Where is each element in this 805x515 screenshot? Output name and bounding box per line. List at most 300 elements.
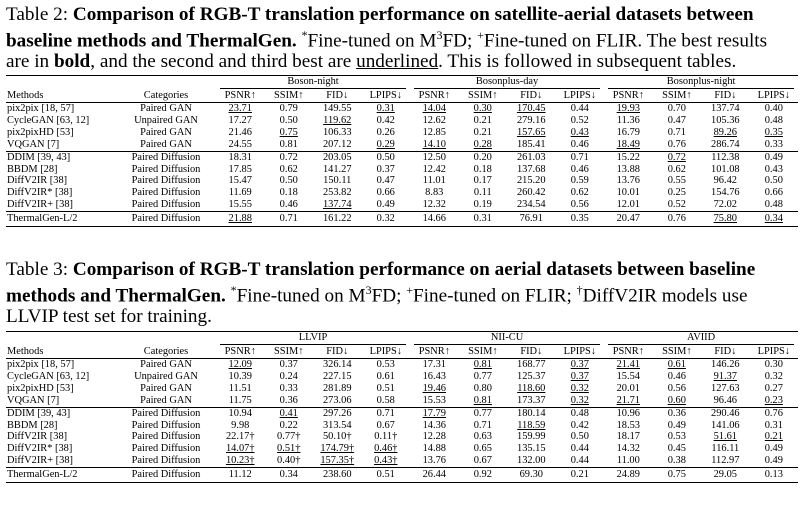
metric-value: 0.43† xyxy=(374,455,398,467)
metric-value: 0.81 xyxy=(279,138,298,150)
metric-value: 0.75 xyxy=(279,126,298,138)
method-name: VQGAN [7] xyxy=(7,138,60,150)
metric-value: 0.76 xyxy=(750,407,799,419)
metric-value: 76.91 xyxy=(507,212,556,227)
method-name: DiffV2IR+ [38] xyxy=(7,455,73,467)
categories-header-blank xyxy=(116,76,216,90)
metric-value: 0.30 xyxy=(764,359,783,371)
metric-header: FID↓ xyxy=(701,89,750,103)
metric-value: 0.49 xyxy=(764,455,783,467)
metric-value: 105.36 xyxy=(711,114,740,126)
method-category: Paired Diffusion xyxy=(131,455,201,467)
metric-value: 170.45 xyxy=(516,103,546,115)
method-name: ThermalGen-L/2 xyxy=(6,212,116,227)
metric-value: 0.50 xyxy=(362,151,411,163)
method-category: Paired Diffusion xyxy=(116,407,216,419)
header-row-datasets xyxy=(6,76,798,90)
metric-value: 14.32 xyxy=(616,443,640,455)
metric-value: 0.21 xyxy=(764,431,783,443)
metric-value: 0.71 xyxy=(556,151,605,163)
metric-value: 17.27 xyxy=(228,114,252,126)
metric-value: 326.14 xyxy=(322,359,352,371)
metric-value: 0.37 xyxy=(570,359,589,371)
metric-value: 0.92 xyxy=(459,468,508,483)
metric-header: LPIPS↓ xyxy=(362,345,411,359)
method-name: CycleGAN [63, 12] xyxy=(7,370,90,382)
method-category: Paired Diffusion xyxy=(131,419,201,431)
metric-value: 141.06 xyxy=(711,419,740,431)
metric-value: 0.72 xyxy=(653,151,702,163)
method-name: BBDM [28] xyxy=(7,419,58,431)
caption-line-2: methods and ThermalGen. *Fine-tuned on $M^3FD$; +Fine-tuned on FLIR; †DiffV2IR models use xyxy=(6,283,748,307)
metric-value: 0.32 xyxy=(570,382,589,394)
metric-value: 0.52 xyxy=(667,199,686,211)
table-2-caption xyxy=(6,4,802,72)
metric-value: 157.35† xyxy=(320,455,355,467)
metric-value: 286.74 xyxy=(711,138,740,150)
method-name: DDIM [39, 43] xyxy=(6,407,116,419)
metric-value: 0.11 xyxy=(473,187,492,199)
table-2 xyxy=(6,75,798,227)
metric-header: LPIPS↓ xyxy=(750,345,799,359)
metric-value: 11.69 xyxy=(228,187,252,199)
metric-value: 0.22 xyxy=(279,419,298,431)
dataset-header-label: AVIID xyxy=(608,332,794,345)
method-category: Paired GAN xyxy=(140,126,192,138)
metric-header: SSIM↑ xyxy=(265,89,314,103)
metric-header: SSIM↑ xyxy=(459,89,508,103)
metric-value: 10.39 xyxy=(228,370,252,382)
metric-value: 0.53 xyxy=(376,359,395,371)
method-category: Paired Diffusion xyxy=(131,163,201,175)
metric-value: 0.66 xyxy=(376,187,395,199)
table-3 xyxy=(6,331,798,483)
metric-value: 137.74 xyxy=(711,103,740,115)
method-name: pix2pix [18, 57] xyxy=(7,103,75,115)
metric-value: 0.77 xyxy=(473,370,492,382)
metric-value: 0.56 xyxy=(667,382,686,394)
metric-value: 0.35 xyxy=(764,126,783,138)
metric-header: FID↓ xyxy=(507,89,556,103)
metric-value: 0.46 xyxy=(570,138,589,150)
metric-value: 132.00 xyxy=(517,455,546,467)
metric-value: 127.63 xyxy=(711,382,740,394)
metric-value: 203.05 xyxy=(313,151,362,163)
metric-value: 0.19 xyxy=(473,199,492,211)
method-category: Paired Diffusion xyxy=(131,443,201,455)
metric-value: 21.41 xyxy=(616,359,640,371)
metric-value: 0.71 xyxy=(265,212,314,227)
dataset-header xyxy=(604,76,798,90)
metric-value: 0.36 xyxy=(653,407,702,419)
metric-value: 0.50 xyxy=(570,431,589,443)
caption-line-1: Table 3: Comparison of RGB-T translation performance on aerial datasets between baseline xyxy=(6,259,756,280)
method-category: Unpaired GAN xyxy=(134,370,198,382)
table-row xyxy=(6,115,798,127)
metric-value: 11.75 xyxy=(228,394,252,406)
method-category: Unpaired GAN xyxy=(134,114,198,126)
metric-value: 0.11† xyxy=(374,431,398,443)
metric-value: 0.75 xyxy=(653,468,702,483)
table-row xyxy=(6,163,798,175)
metric-value: 0.43 xyxy=(570,126,589,138)
methods-header-blank xyxy=(6,332,116,346)
metric-value: 0.62 xyxy=(570,187,589,199)
metric-value: 14.66 xyxy=(410,212,459,227)
metric-value: 180.14 xyxy=(507,407,556,419)
method-category: Paired Diffusion xyxy=(131,187,201,199)
metric-value: 11.01 xyxy=(422,175,446,187)
metric-value: 11.00 xyxy=(616,455,640,467)
method-name: ThermalGen-L/2 xyxy=(6,468,116,483)
caption-line-1: Table 2: Comparison of RGB-T translation performance on satellite-aerial datasets between xyxy=(6,4,754,25)
table-row xyxy=(6,468,798,483)
metric-value: 14.04 xyxy=(422,103,446,115)
method-name: pix2pixHD [53] xyxy=(7,126,74,138)
metric-value: 227.15 xyxy=(322,370,352,382)
metric-value: 0.58 xyxy=(376,394,395,406)
metric-value: 234.54 xyxy=(516,199,546,211)
metric-value: 125.37 xyxy=(517,370,546,382)
metric-value: 159.99 xyxy=(517,431,546,443)
metric-value: 279.16 xyxy=(516,114,546,126)
metric-value: 0.50 xyxy=(764,175,783,187)
metric-value: 0.79 xyxy=(279,103,298,115)
metric-value: 17.31 xyxy=(422,359,446,371)
metric-value: 0.28 xyxy=(473,138,492,150)
metric-value: 0.48 xyxy=(764,199,783,211)
caption-line-3: are in bold, and the second and third best are underlined. This is followed in subsequent tables. xyxy=(6,51,737,73)
metric-value: 0.51 xyxy=(362,468,411,483)
metric-value: 154.76 xyxy=(711,187,740,199)
dataset-header xyxy=(216,76,410,90)
metric-value: 116.11 xyxy=(711,443,740,455)
metric-value: 0.26 xyxy=(376,126,395,138)
metric-value: 0.49 xyxy=(764,443,783,455)
methods-header: Methods xyxy=(6,345,116,359)
metric-value: 15.55 xyxy=(228,199,252,211)
table-row xyxy=(6,359,798,371)
metric-value: 29.05 xyxy=(701,468,750,483)
metric-value: 12.32 xyxy=(422,199,446,211)
metric-header: PSNR↑ xyxy=(216,345,265,359)
metric-value: 10.96 xyxy=(604,407,653,419)
metric-value: 112.38 xyxy=(701,151,750,163)
metric-header: PSNR↑ xyxy=(604,89,653,103)
metric-value: 0.33 xyxy=(764,138,783,150)
metric-value: 13.76 xyxy=(422,455,446,467)
metric-value: 260.42 xyxy=(516,187,546,199)
metric-value: 0.44 xyxy=(570,455,589,467)
dataset-header-label: LLVIP xyxy=(220,332,406,345)
method-category: Paired Diffusion xyxy=(116,151,216,163)
metric-value: 137.74 xyxy=(322,199,352,211)
metric-value: 14.10 xyxy=(422,138,446,150)
metric-value: 0.66 xyxy=(764,187,783,199)
metric-header: FID↓ xyxy=(507,345,556,359)
metric-value: 146.26 xyxy=(711,359,740,371)
table-row xyxy=(6,187,798,199)
metric-value: 10.23† xyxy=(225,455,255,467)
metric-value: 0.67 xyxy=(473,455,492,467)
metric-value: 0.27 xyxy=(764,382,783,394)
metric-value: 19.46 xyxy=(422,382,446,394)
metric-value: 0.21 xyxy=(473,126,492,138)
metric-value: 0.71 xyxy=(362,407,411,419)
metric-value: 24.55 xyxy=(228,138,252,150)
metric-value: 0.46 xyxy=(570,163,589,175)
metric-value: 18.49 xyxy=(616,138,640,150)
metric-header: SSIM↑ xyxy=(265,345,314,359)
metric-value: 0.43 xyxy=(764,163,783,175)
metric-value: 72.02 xyxy=(713,199,737,211)
metric-value: 0.38 xyxy=(667,455,686,467)
metric-value: 281.89 xyxy=(322,382,352,394)
metric-value: 18.31 xyxy=(216,151,265,163)
metric-value: 106.33 xyxy=(322,126,352,138)
metric-value: 12.28 xyxy=(422,431,446,443)
metric-value: 0.17 xyxy=(473,175,492,187)
metric-value: 0.77† xyxy=(277,431,301,443)
method-name: DiffV2IR [38] xyxy=(7,175,68,187)
method-category: Paired GAN xyxy=(140,382,192,394)
metric-value: 185.41 xyxy=(516,138,546,150)
dataset-header xyxy=(216,332,410,346)
metric-value: 15.53 xyxy=(422,394,446,406)
metric-value: 0.59 xyxy=(570,175,589,187)
metric-value: 0.80 xyxy=(473,382,492,394)
metric-value: 149.55 xyxy=(322,103,352,115)
metric-value: 273.06 xyxy=(322,394,352,406)
metric-value: 0.50 xyxy=(279,114,298,126)
metric-value: 0.37 xyxy=(570,370,589,382)
metric-value: 0.32 xyxy=(570,394,589,406)
method-name: DiffV2IR* [38] xyxy=(7,443,73,455)
metric-value: 0.76 xyxy=(653,212,702,227)
metric-value: 0.49 xyxy=(667,419,686,431)
metric-value: 0.41 xyxy=(265,407,314,419)
metric-value: 0.67 xyxy=(376,419,395,431)
metric-value: 0.49 xyxy=(750,151,799,163)
method-category: Paired Diffusion xyxy=(131,199,201,211)
metric-value: 290.46 xyxy=(701,407,750,419)
metric-value: 20.01 xyxy=(616,382,640,394)
metric-value: 0.35 xyxy=(556,212,605,227)
metric-value: 0.25 xyxy=(667,187,686,199)
metric-value: 0.13 xyxy=(750,468,799,483)
metric-value: 0.44 xyxy=(570,443,589,455)
method-name: BBDM [28] xyxy=(7,163,58,175)
metric-header: SSIM↑ xyxy=(653,89,702,103)
metric-value: 51.61 xyxy=(713,431,737,443)
metric-value: 150.11 xyxy=(323,175,352,187)
metric-value: 91.37 xyxy=(713,370,737,382)
metric-value: 0.18 xyxy=(279,187,298,199)
metric-value: 0.20 xyxy=(459,151,508,163)
dataset-header xyxy=(410,76,604,90)
table-row xyxy=(6,151,798,163)
metric-value: 89.26 xyxy=(713,126,737,138)
metric-value: 21.46 xyxy=(228,126,252,138)
metric-value: 207.12 xyxy=(322,138,352,150)
methods-header: Methods xyxy=(6,89,116,103)
metric-value: 313.54 xyxy=(322,419,352,431)
metric-value: 0.29 xyxy=(376,138,395,150)
dataset-header xyxy=(604,332,798,346)
metric-value: 0.52 xyxy=(570,114,589,126)
metric-value: 13.88 xyxy=(616,163,640,175)
caption-line-3: LLVIP test set for training. xyxy=(6,306,212,328)
metric-value: 11.12 xyxy=(216,468,265,483)
table-row xyxy=(6,139,798,151)
table-row xyxy=(6,175,798,187)
metric-value: 12.01 xyxy=(616,199,640,211)
metric-value: 0.21 xyxy=(556,468,605,483)
metric-value: 12.85 xyxy=(422,126,446,138)
metric-value: 174.79† xyxy=(320,443,355,455)
metric-value: 0.31 xyxy=(376,103,395,115)
method-name: VQGAN [7] xyxy=(7,394,60,406)
metric-value: 0.42 xyxy=(570,419,589,431)
metric-value: 14.36 xyxy=(422,419,446,431)
metric-value: 0.31 xyxy=(459,212,508,227)
metric-value: 0.62 xyxy=(667,163,686,175)
metric-header: PSNR↑ xyxy=(410,345,459,359)
metric-value: 15.47 xyxy=(228,175,252,187)
metric-value: 16.79 xyxy=(616,126,640,138)
dataset-header-label: Boson-night xyxy=(220,76,406,89)
table-row xyxy=(6,212,798,227)
metric-value: 10.01 xyxy=(616,187,640,199)
metric-value: 0.55 xyxy=(667,175,686,187)
metric-value: 12.50 xyxy=(410,151,459,163)
metric-value: 161.22 xyxy=(313,212,362,227)
metric-header: FID↓ xyxy=(313,89,362,103)
metric-value: 0.48 xyxy=(556,407,605,419)
metric-value: 141.27 xyxy=(322,163,352,175)
metric-value: 0.45 xyxy=(667,443,686,455)
header-row-datasets xyxy=(6,332,798,346)
table-row xyxy=(6,199,798,211)
metric-value: 96.42 xyxy=(713,175,737,187)
methods-header-blank xyxy=(6,76,116,90)
metric-value: 168.77 xyxy=(517,359,546,371)
table-row xyxy=(6,419,798,431)
metric-value: 18.53 xyxy=(616,419,640,431)
method-category: Paired GAN xyxy=(140,394,192,406)
metric-header: PSNR↑ xyxy=(216,89,265,103)
metric-value: 0.18 xyxy=(473,163,492,175)
metric-value: 0.49 xyxy=(376,199,395,211)
method-category: Paired Diffusion xyxy=(116,212,216,227)
metric-value: 0.71 xyxy=(667,126,686,138)
categories-header: Categories xyxy=(116,89,216,103)
metric-header: FID↓ xyxy=(313,345,362,359)
metric-value: 0.70 xyxy=(667,103,686,115)
metric-value: 14.88 xyxy=(422,443,446,455)
metric-value: 0.24 xyxy=(279,370,298,382)
metric-value: 15.54 xyxy=(616,370,640,382)
metric-value: 0.61 xyxy=(376,370,395,382)
metric-value: 15.22 xyxy=(604,151,653,163)
metric-value: 20.47 xyxy=(604,212,653,227)
method-name: pix2pixHD [53] xyxy=(7,382,74,394)
metric-value: 0.47 xyxy=(376,175,395,187)
method-category: Paired Diffusion xyxy=(131,175,201,187)
metric-value: 0.21 xyxy=(473,114,492,126)
table-row xyxy=(6,371,798,383)
table-3-caption xyxy=(6,259,802,327)
metric-value: 0.62 xyxy=(279,163,298,175)
dataset-header-label: Bosonplus-day xyxy=(414,76,600,89)
metric-value: 12.62 xyxy=(422,114,446,126)
metric-value: 12.42 xyxy=(422,163,446,175)
categories-header-blank xyxy=(116,332,216,346)
metric-value: 19.93 xyxy=(616,103,640,115)
metric-value: 16.43 xyxy=(422,370,446,382)
header-row-metrics xyxy=(6,345,798,359)
metric-value: 0.60 xyxy=(667,394,686,406)
method-category: Paired Diffusion xyxy=(116,468,216,483)
metric-value: 11.36 xyxy=(616,114,640,126)
metric-value: 0.46† xyxy=(374,443,398,455)
metric-header: SSIM↑ xyxy=(653,345,702,359)
metric-header: LPIPS↓ xyxy=(556,345,605,359)
metric-value: 0.37 xyxy=(279,359,298,371)
table-row xyxy=(6,383,798,395)
metric-header: PSNR↑ xyxy=(604,345,653,359)
table-row xyxy=(6,455,798,467)
metric-value: 13.76 xyxy=(616,175,640,187)
metric-value: 0.81 xyxy=(473,394,492,406)
metric-header: PSNR↑ xyxy=(410,89,459,103)
metric-value: 0.63 xyxy=(473,431,492,443)
metric-value: 0.32 xyxy=(764,370,783,382)
method-name: DiffV2IR [38] xyxy=(7,431,68,443)
metric-value: 75.80 xyxy=(701,212,750,227)
metric-value: 0.46 xyxy=(667,370,686,382)
metric-value: 24.89 xyxy=(604,468,653,483)
metric-value: 119.62 xyxy=(323,114,352,126)
method-category: Paired GAN xyxy=(140,103,192,115)
metric-value: 69.30 xyxy=(507,468,556,483)
metric-value: 0.81 xyxy=(473,359,492,371)
method-name: CycleGAN [63, 12] xyxy=(7,114,90,126)
metric-value: 0.42 xyxy=(376,114,395,126)
metric-header: LPIPS↓ xyxy=(556,89,605,103)
metric-header: FID↓ xyxy=(701,345,750,359)
metric-value: 9.98 xyxy=(231,419,250,431)
table-row xyxy=(6,103,798,115)
dataset-header-label: NII-CU xyxy=(414,332,600,345)
metric-value: 173.37 xyxy=(517,394,546,406)
metric-value: 12.09 xyxy=(228,359,252,371)
metric-value: 0.56 xyxy=(570,199,589,211)
metric-value: 8.83 xyxy=(425,187,444,199)
categories-header: Categories xyxy=(116,345,216,359)
metric-value: 0.53 xyxy=(667,431,686,443)
metric-value: 0.77 xyxy=(459,407,508,419)
metric-value: 50.10† xyxy=(322,431,352,443)
metric-value: 11.51 xyxy=(228,382,252,394)
dataset-header-label: Bosonplus-night xyxy=(608,76,794,89)
method-category: Paired GAN xyxy=(140,359,192,371)
metric-value: 0.48 xyxy=(764,114,783,126)
metric-value: 96.46 xyxy=(713,394,737,406)
dataset-header xyxy=(410,332,604,346)
metric-value: 0.37 xyxy=(376,163,395,175)
metric-header: SSIM↑ xyxy=(459,345,508,359)
